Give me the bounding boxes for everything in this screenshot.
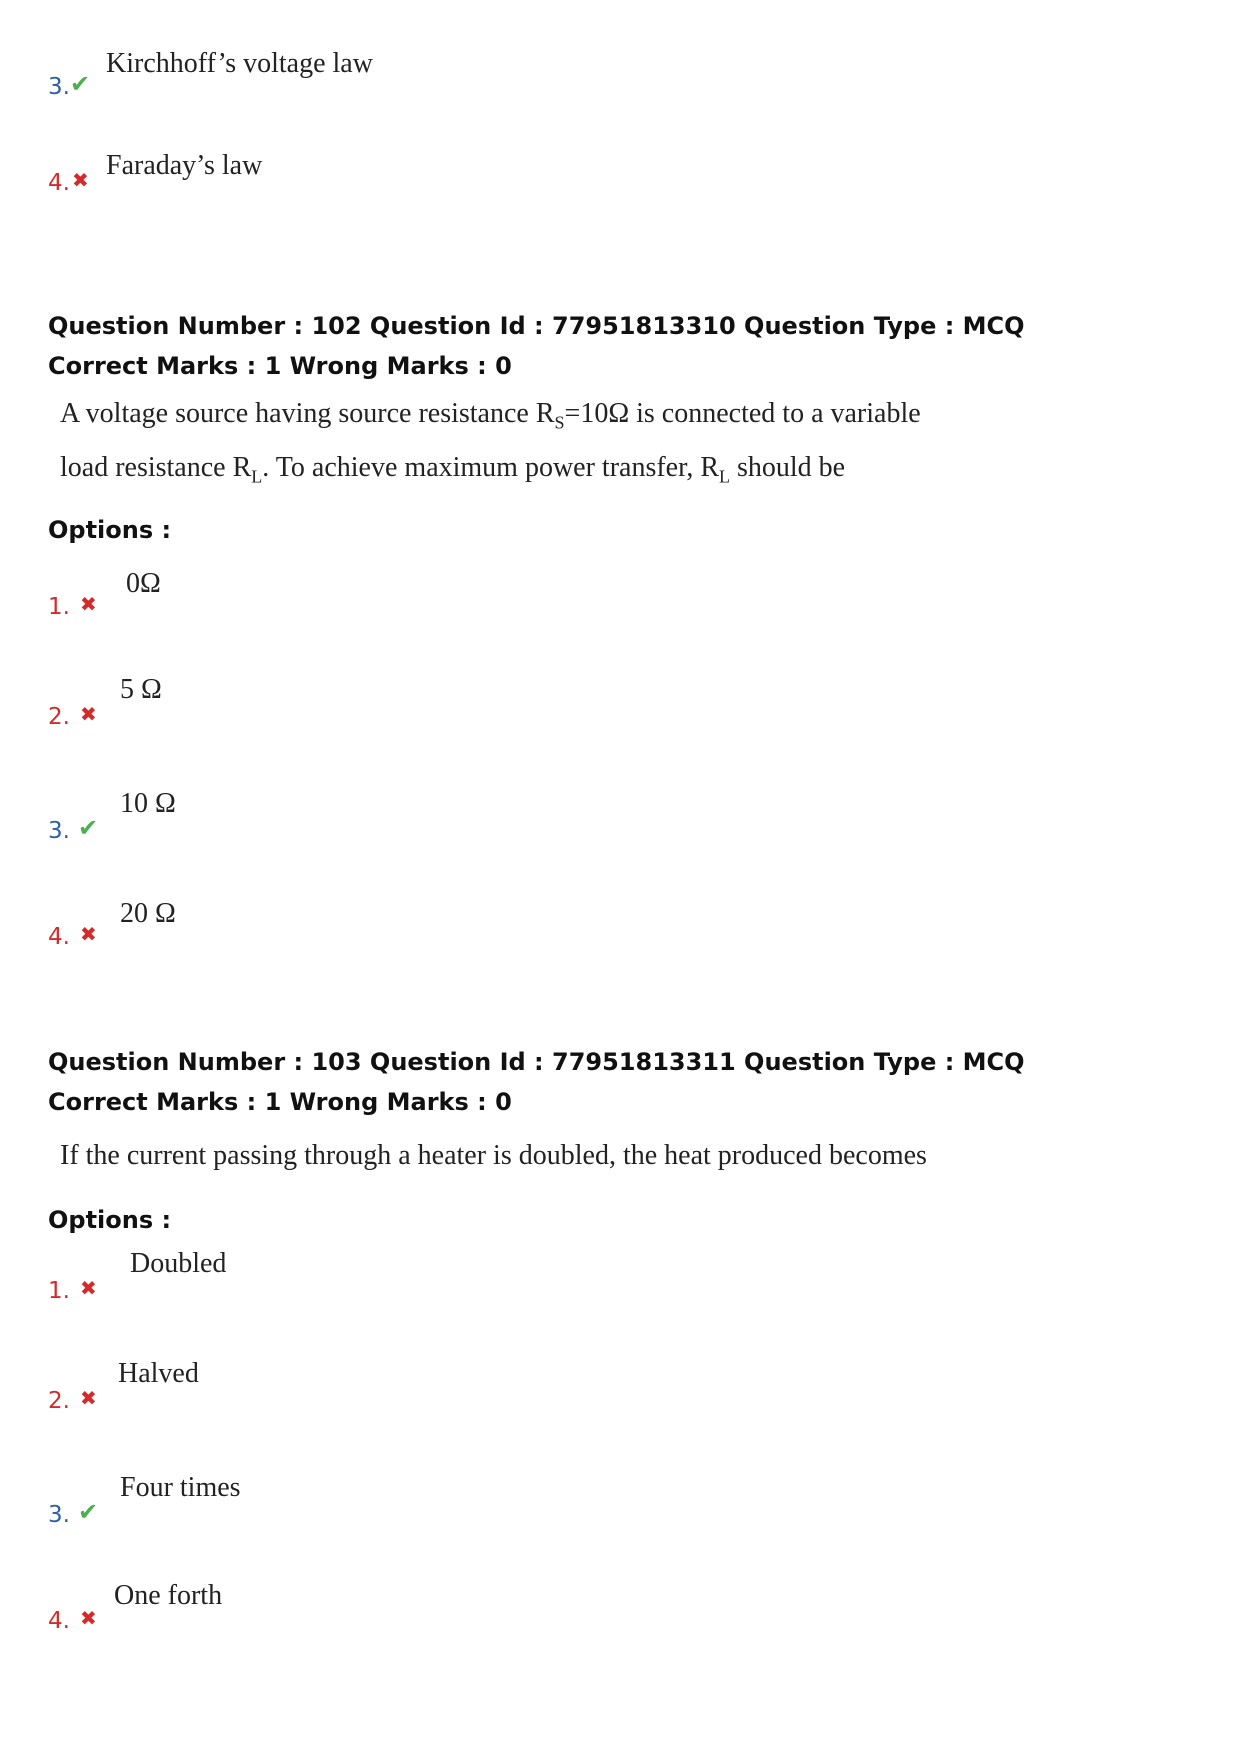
cross-icon: ✖ xyxy=(72,170,89,192)
check-icon: ✔ xyxy=(78,1500,99,1526)
option-text: 0Ω xyxy=(126,568,161,599)
option-text: Faraday’s law xyxy=(106,150,263,181)
cross-icon: ✖ xyxy=(80,704,97,726)
q102-option-2 xyxy=(48,674,1148,764)
question-103-marks: Correct Marks : 1 Wrong Marks : 0 xyxy=(48,1088,512,1116)
question-103-header: Question Number : 103 Question Id : 77951813311 Question Type : MCQ xyxy=(48,1048,1025,1076)
q103-option-2 xyxy=(48,1358,1148,1448)
option-text: One forth xyxy=(114,1580,223,1611)
question-102-header: Question Number : 102 Question Id : 77951813310 Question Type : MCQ xyxy=(48,312,1025,340)
question-103-options-label: Options : xyxy=(48,1206,172,1234)
option-text: 20 Ω xyxy=(120,898,176,929)
option-number: 3. xyxy=(48,1502,70,1528)
option-text: 10 Ω xyxy=(120,788,176,819)
option-text: Four times xyxy=(120,1472,241,1503)
q103-option-3 xyxy=(48,1472,1148,1562)
q103-option-4 xyxy=(48,1580,1148,1670)
option-number: 2. xyxy=(48,1388,70,1414)
check-icon: ✔ xyxy=(70,72,91,98)
cross-icon: ✖ xyxy=(80,924,97,946)
question-102-text-line-2: load resistance $R_L$. To achieve maximum power transfer, $R_L$ should be xyxy=(60,452,846,487)
prev-option-4 xyxy=(48,150,1148,240)
option-text: Kirchhoff’s voltage law xyxy=(106,48,373,79)
q102-option-4 xyxy=(48,898,1148,988)
question-102-marks: Correct Marks : 1 Wrong Marks : 0 xyxy=(48,352,512,380)
check-icon: ✔ xyxy=(78,816,99,842)
option-number: 4. xyxy=(48,924,70,950)
option-number: 4. xyxy=(48,1608,70,1634)
option-text: 5 Ω xyxy=(120,674,162,705)
option-number: 4. xyxy=(48,170,70,196)
prev-option-3 xyxy=(48,48,1148,138)
cross-icon: ✖ xyxy=(80,1608,97,1630)
option-number: 3. xyxy=(48,74,70,100)
cross-icon: ✖ xyxy=(80,594,97,616)
cross-icon: ✖ xyxy=(80,1278,97,1300)
option-text: Halved xyxy=(118,1358,199,1389)
option-number: 1. xyxy=(48,1278,70,1304)
question-103-text: If the current passing through a heater is doubled, the heat produced becomes xyxy=(60,1140,927,1171)
q102-option-3 xyxy=(48,788,1148,878)
q102-option-1 xyxy=(48,568,1148,658)
question-102-text-line-1: A voltage source having source resistance $R_S=10\Omega$ is connected to a variable xyxy=(60,398,921,433)
option-number: 1. xyxy=(48,594,70,620)
option-number: 3. xyxy=(48,818,70,844)
question-102-options-label: Options : xyxy=(48,516,172,544)
option-text: Doubled xyxy=(130,1248,227,1279)
option-number: 2. xyxy=(48,704,70,730)
cross-icon: ✖ xyxy=(80,1388,97,1410)
q103-option-1 xyxy=(48,1248,1148,1338)
